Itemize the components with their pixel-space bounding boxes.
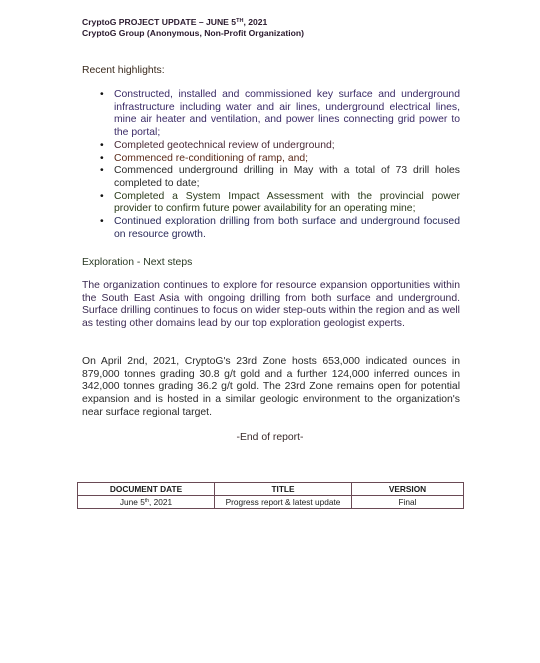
bullet-icon: • (100, 165, 104, 177)
header-title-text: CryptoG PROJECT UPDATE – JUNE 5 (82, 17, 237, 27)
highlight-text: Completed a System Impact Assessment with the provincial power provider to confirm future power availability for an operating mine; (114, 190, 460, 215)
bullet-icon: • (100, 190, 104, 202)
cell-title: Progress report & latest update (215, 496, 352, 509)
highlight-text: Continued exploration drilling from both surface and underground focused on resource growth. (114, 216, 460, 240)
header-title-col: TITLE (215, 483, 352, 496)
document-header (82, 17, 304, 39)
bullet-icon: • (100, 216, 104, 228)
highlight-item (100, 140, 460, 153)
cell-version: Final (352, 496, 464, 509)
bullet-icon: • (100, 152, 104, 164)
highlight-text: Constructed, installed and commissioned key surface and underground infrastructure including water and air lines, underground electrical lines, mine air heater and ventilation, and power lines connecting grid power to the portal; (114, 89, 460, 139)
highlight-text: Completed geotechnical review of underground; (114, 139, 335, 151)
table-header-row (78, 483, 464, 496)
date-sup: th (144, 498, 149, 504)
header-organization: CryptoG Group (Anonymous, Non-Profit Organization) (82, 28, 304, 38)
highlight-item (100, 191, 460, 216)
highlight-text: Commenced underground drilling in May with a total of 73 drill holes completed to date; (114, 165, 460, 189)
cell-document-date (78, 496, 215, 509)
exploration-heading: Exploration - Next steps (82, 257, 193, 268)
exploration-paragraph: The organization continues to explore for resource expansion opportunities within the South East Asia with ongoing drilling from both surface and underground. Surface drilling continues to focus on wider step-outs within the region and as well as testing other domains lead by our top exploration geologist experts. (82, 280, 460, 330)
highlights-heading: Recent highlights: (82, 65, 165, 76)
date-text: June 5 (119, 497, 145, 507)
bullet-icon: • (100, 139, 104, 151)
bullet-icon: • (100, 89, 104, 100)
highlights-list (100, 89, 460, 241)
highlight-item (100, 216, 460, 241)
highlight-text: Commenced re-conditioning of ramp, and; (114, 152, 309, 164)
end-of-report: -End of report- (236, 432, 304, 443)
header-title (82, 17, 304, 28)
date-year: , 2021 (149, 497, 173, 507)
highlight-item (100, 89, 460, 140)
header-document-date: DOCUMENT DATE (78, 483, 215, 496)
table-row (78, 496, 464, 509)
highlight-item (100, 153, 460, 166)
document-info-table (77, 482, 464, 509)
header-version: VERSION (352, 483, 464, 496)
header-title-year: , 2021 (243, 17, 268, 27)
highlight-item (100, 165, 460, 190)
zone-resource-paragraph: On April 2nd, 2021, CryptoG's 23rd Zone hosts 653,000 indicated ounces in 879,000 tonnes grading 30.8 g/t gold and a further 124,000 inferred ounces in 342,000 tonnes grading 36.2 g/t gold. The 23rd Zone remains open for potential expansion and is hosted in a similar geologic environment to the organization's near surface regional target. (82, 356, 460, 418)
header-title-sup: TH (236, 18, 244, 24)
